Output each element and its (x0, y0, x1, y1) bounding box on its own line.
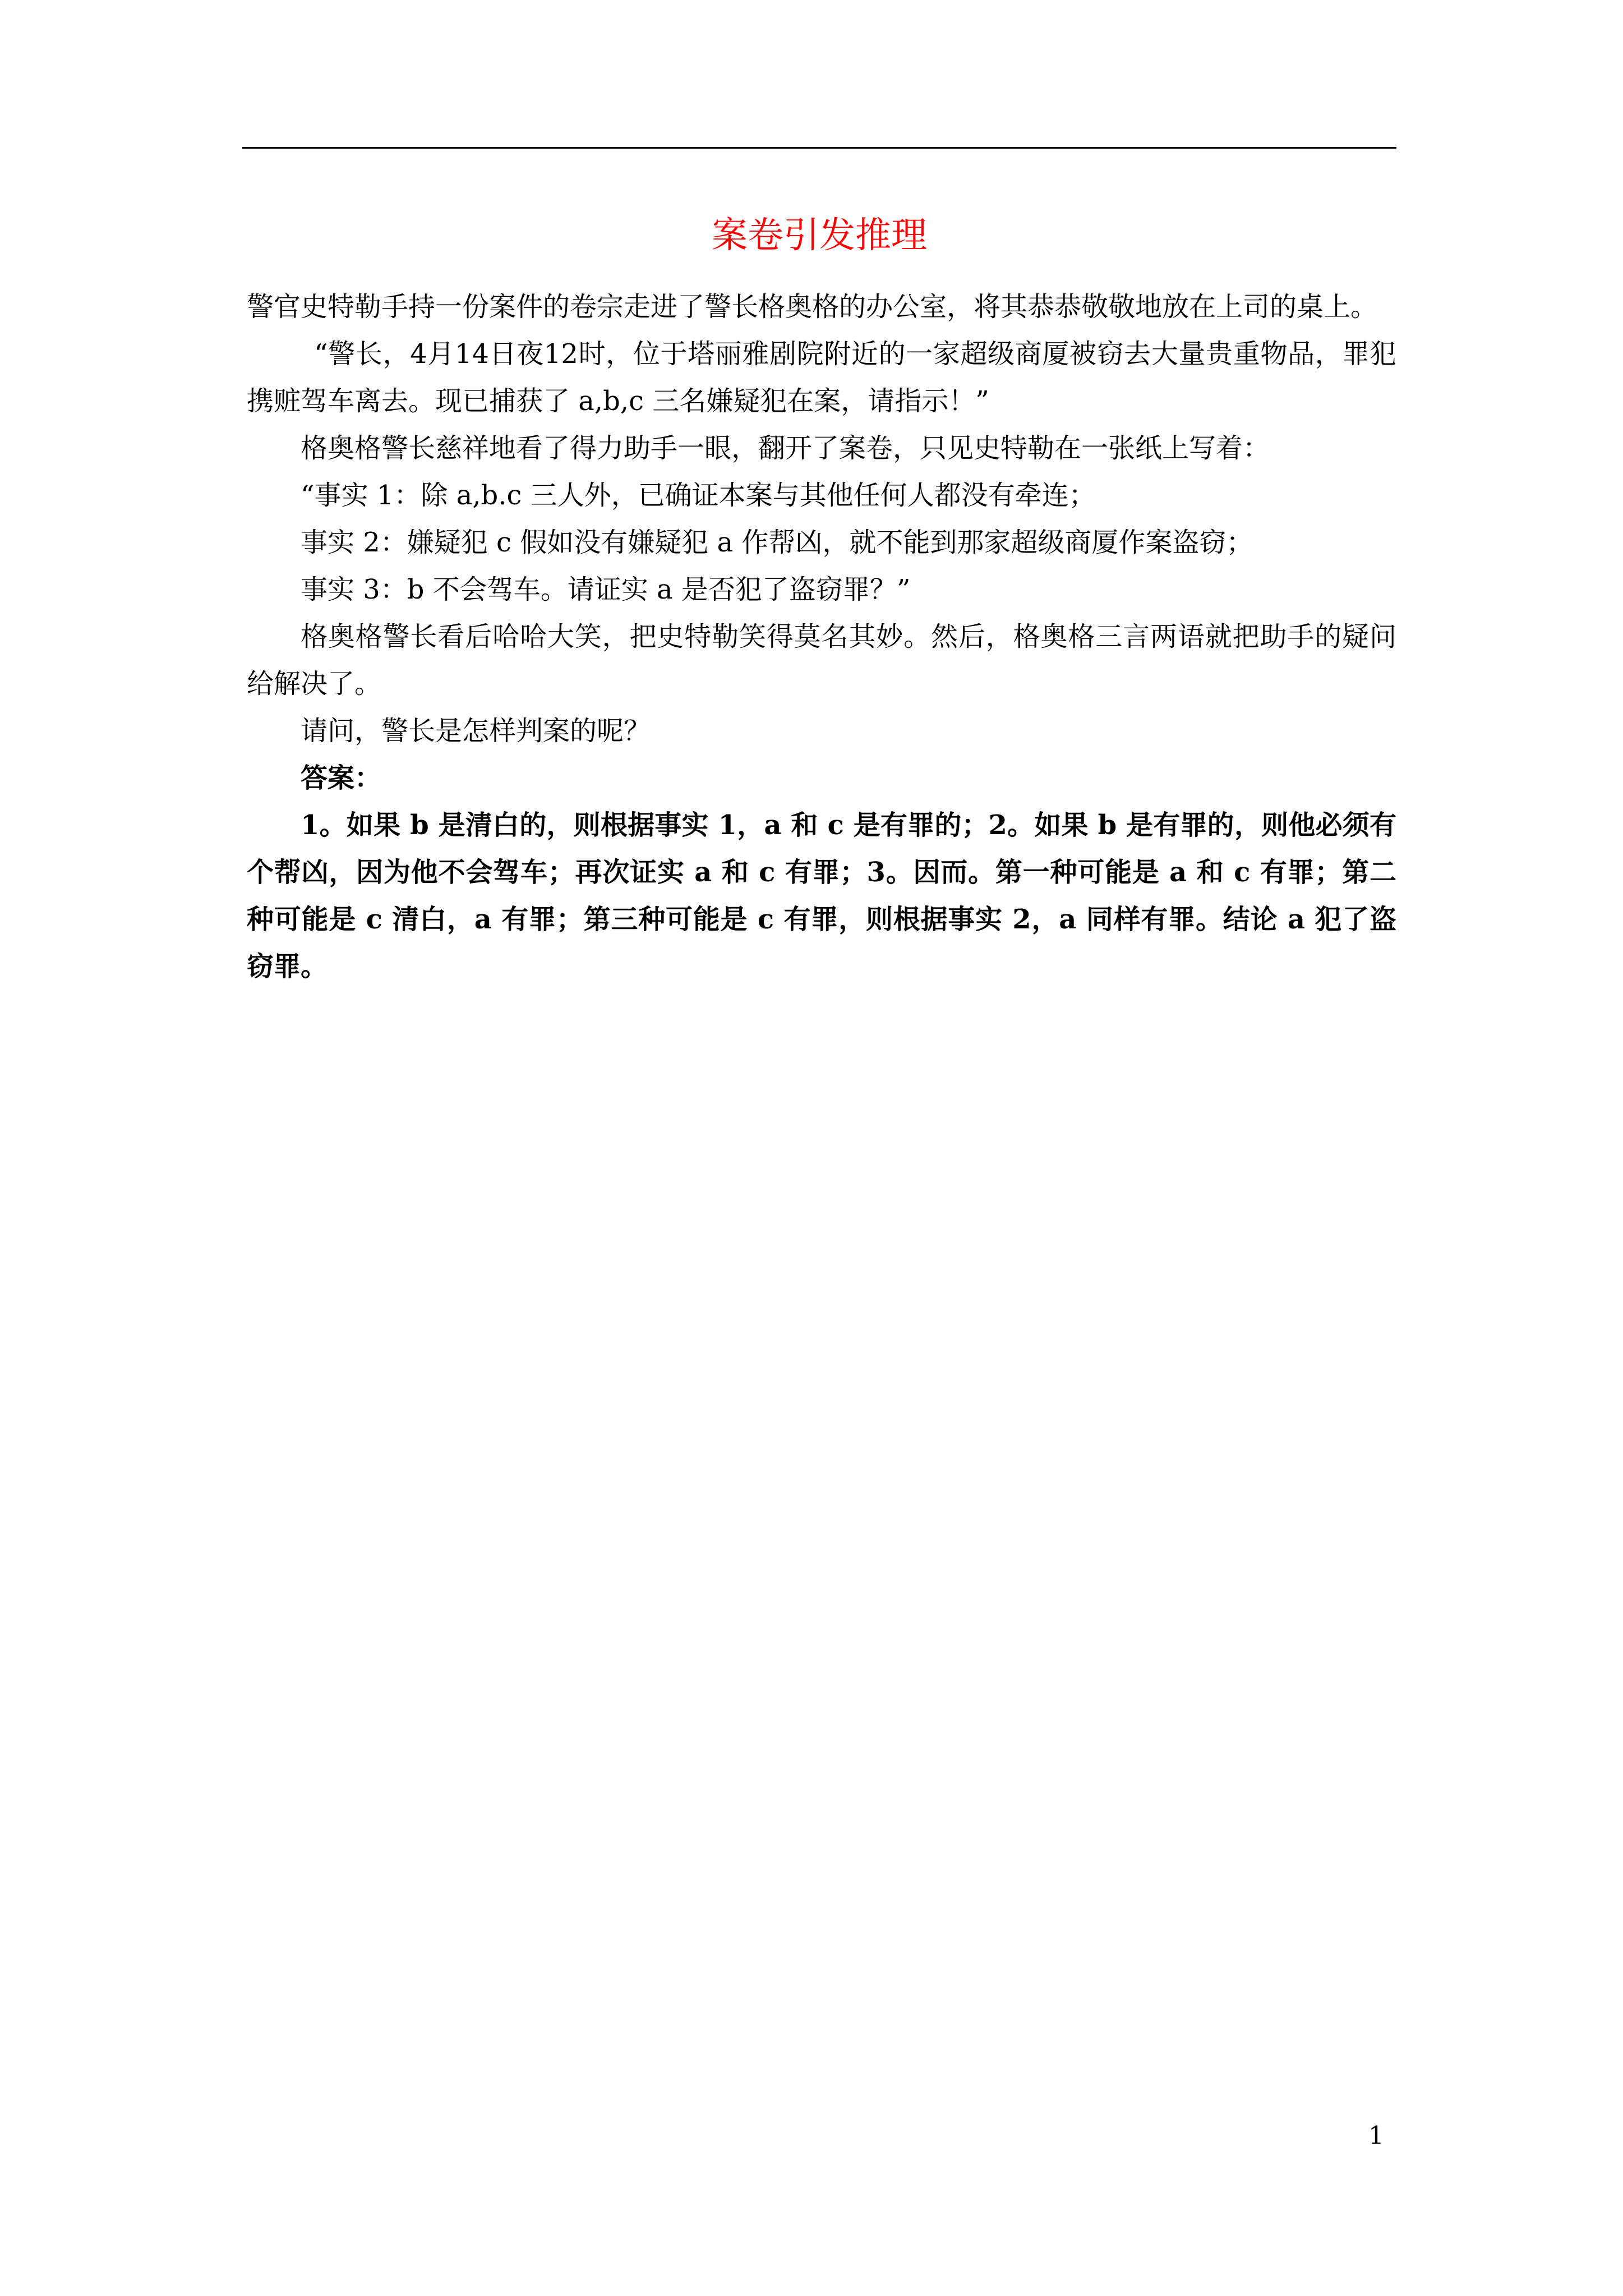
paragraph-fact-1: “事实 1：除 a,b.c 三人外，已确证本案与其他任何人都没有牵连； (301, 480, 1096, 511)
document-title: 案卷引发推理 (712, 215, 927, 256)
header-rule (242, 147, 1396, 149)
paragraph-intro: 警官史特勒手持一份案件的卷宗走进了警长格奥格的办公室，将其恭恭敬敬地放在上司的桌上。 (247, 291, 1378, 323)
paragraph-fact-3: 事实 3：b 不会驾车。请证实 a 是否犯了盗窃罪？” (301, 574, 911, 605)
document-body (247, 283, 1396, 990)
paragraph-resolution: 格奥格警长看后哈哈大笑，把史特勒笑得莫名其妙。然后，格奥格三言两语就把助手的疑问给解决了。 (247, 621, 1396, 700)
paragraph-report: “警长，4月14日夜12时，位于塔丽雅剧院附近的一家超级商厦被窃去大量贵重物品，罪犯携赃驾车离去。现已捕获了 a,b,c 三名嫌疑犯在案，请指示！” (247, 338, 1396, 417)
paragraph-question: 请问，警长是怎样判案的呢？ (301, 715, 651, 747)
answer-text: 1。如果 b 是清白的，则根据事实 1，a 和 c 是有罪的；2。如果 b 是有罪的，则他必须有个帮凶，因为他不会驾车；再次证实 a 和 c 有罪；3。因而。第一种可能是 a 和 c 有罪；第二种可能是 c 清白，a 有罪；第三种可能是 c 有罪，则根据事实 2，a 同样有罪。结论 a 犯了盗窃罪。 (247, 809, 1396, 982)
page-number: 1 (1368, 2122, 1384, 2150)
paragraph-reading: 格奥格警长慈祥地看了得力助手一眼，翻开了案卷，只见史特勒在一张纸上写着： (301, 432, 1270, 464)
paragraph-fact-2: 事实 2：嫌疑犯 c 假如没有嫌疑犯 a 作帮凶，就不能到那家超级商厦作案盗窃； (301, 527, 1253, 558)
answer-label: 答案： (301, 762, 382, 794)
